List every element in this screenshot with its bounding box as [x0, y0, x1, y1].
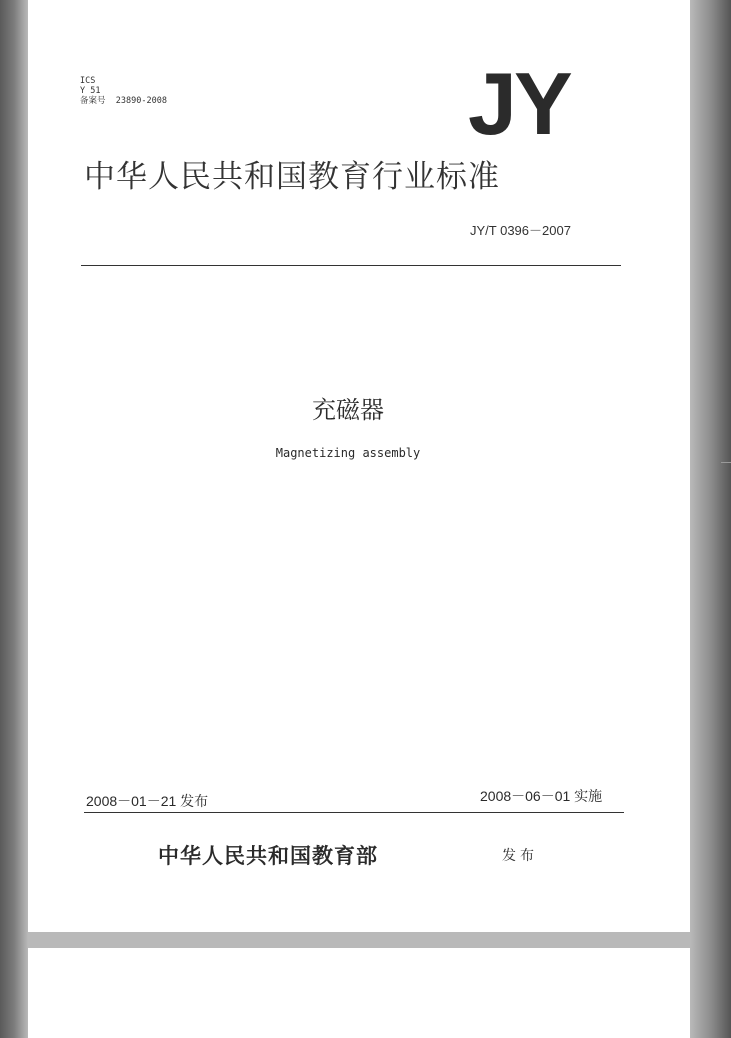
next-page-preview	[28, 948, 690, 1038]
category-code: Y 51	[80, 86, 101, 96]
footer-divider	[84, 812, 624, 813]
document-page	[28, 0, 690, 932]
publish-date: 2008－01－21 发布	[86, 793, 209, 809]
standard-title: 中华人民共和国教育行业标准	[84, 159, 500, 195]
filing-number: 23890-2008	[115, 96, 167, 106]
jy-logo: JY	[468, 54, 570, 153]
filing-info	[80, 96, 167, 106]
filing-label: 备案号	[80, 96, 106, 106]
scroll-edge-mark	[721, 462, 731, 463]
ics-code: ICS	[80, 76, 96, 86]
classification-block	[80, 76, 167, 106]
implement-date: 2008－06－01 实施	[480, 788, 603, 804]
document-title-en: Magnetizing assembly	[275, 446, 421, 460]
document-title-cn: 充磁器	[312, 396, 384, 424]
header-divider	[81, 265, 621, 266]
standard-number: JY/T 0396－2007	[470, 223, 571, 238]
issuing-ministry: 中华人民共和国教育部	[158, 844, 378, 868]
issue-label: 发布	[502, 848, 538, 864]
